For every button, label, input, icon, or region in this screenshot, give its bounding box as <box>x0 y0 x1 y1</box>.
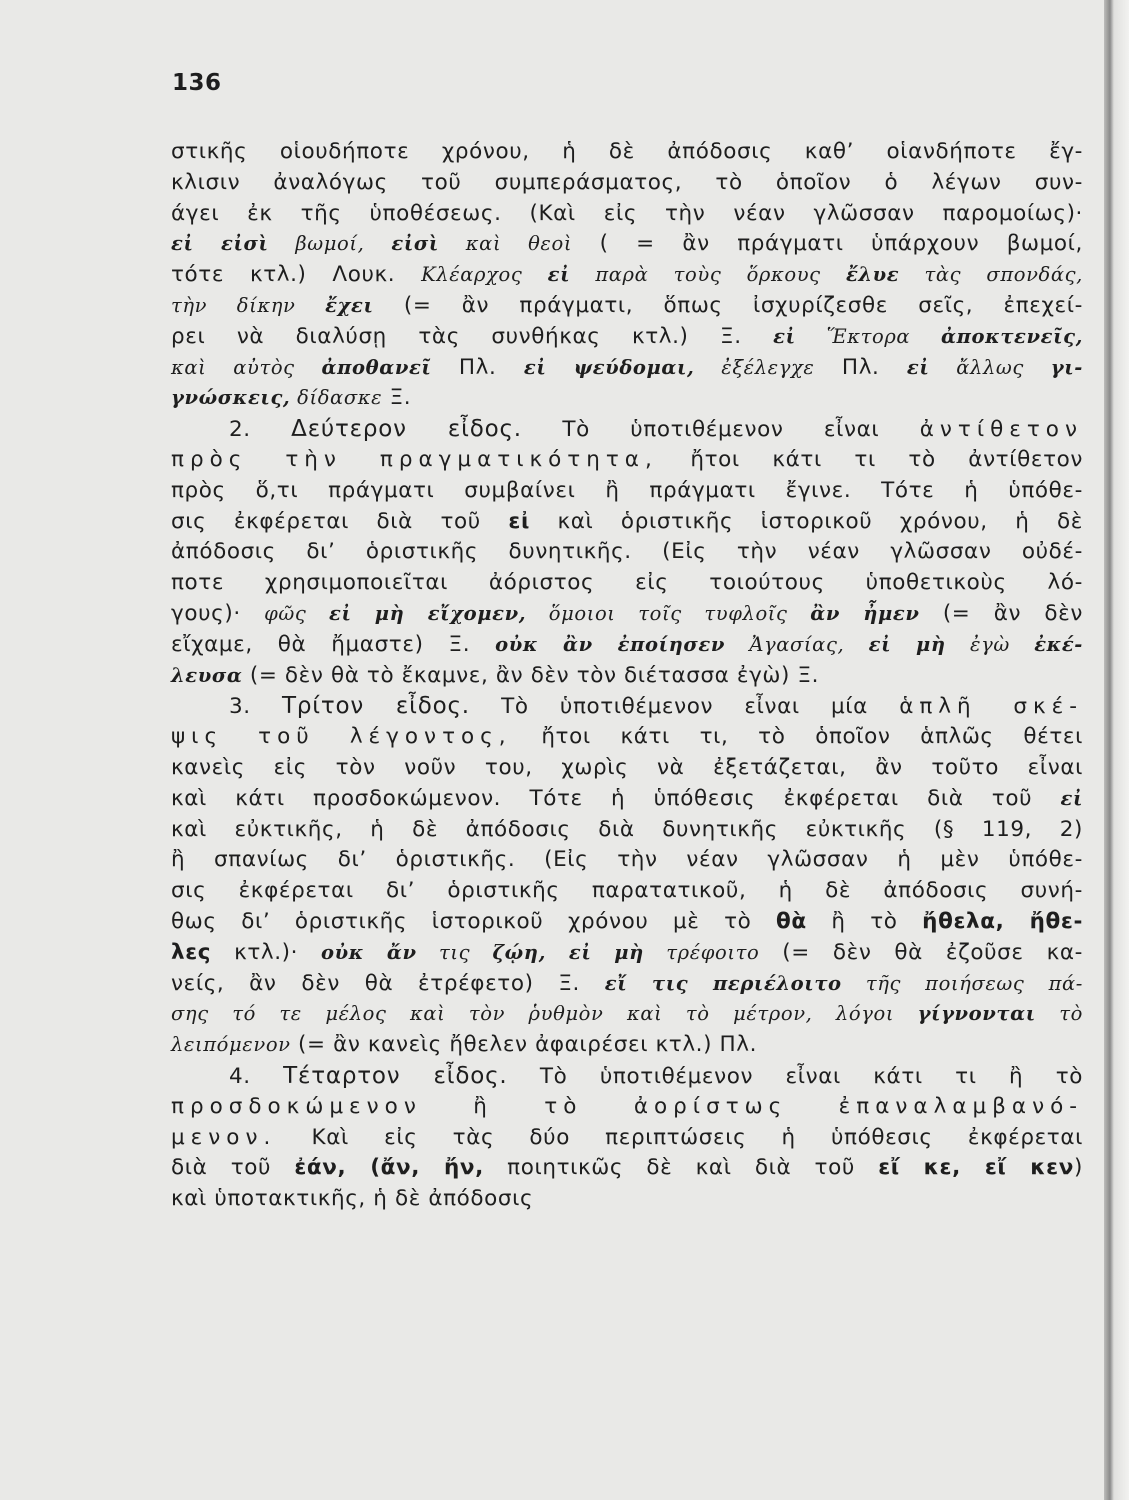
text-line <box>171 476 1083 507</box>
text-line <box>171 1184 1083 1215</box>
text-run: 3. <box>229 694 282 720</box>
text-run: παρὰ τοὺς ὅρκους <box>570 263 846 287</box>
text-line <box>171 383 1083 414</box>
text-run: Τὸ ὑποτιθέμενον εἶναι κάτι τι ἢ τὸ <box>507 1063 1083 1089</box>
text-run: διὰ τοῦ <box>171 1155 295 1181</box>
text-run: Δεύτερον εἶδος. <box>291 416 522 443</box>
text-run: γους)· <box>171 600 265 626</box>
text-run: εἰ ψεύδομαι, <box>523 355 695 379</box>
text-line <box>171 1092 1083 1123</box>
text-run: ἐγὼ <box>945 632 1035 656</box>
text-run: ἀπόδοσις δι’ ὁριστικῆς δυνητικῆς. (Εἰς τὴν νέαν γλῶσσαν οὐδέ- <box>171 539 1083 565</box>
text-run: γνώσκεις, <box>171 386 291 410</box>
text-run: εἰ μὴ εἴχομεν, <box>329 601 527 625</box>
text-run: Κλέαρχος <box>421 263 548 287</box>
text-run: τῆς ποιήσεως πά- <box>841 971 1083 995</box>
text-line <box>171 753 1083 784</box>
text-line <box>171 722 1083 753</box>
text-line <box>171 815 1083 846</box>
text-run: εἰ <box>773 324 796 348</box>
text-run: ἀντίθετον <box>919 417 1083 443</box>
text-run: ἐξέλεγχε <box>694 355 815 379</box>
text-line <box>171 414 1083 445</box>
text-line <box>171 322 1083 353</box>
text-run: ) <box>1074 1155 1083 1181</box>
text-run: νείς, ἂν δὲν θὰ ἐτρέφετο) Ξ. <box>171 970 605 996</box>
text-run: ρει νὰ διαλύσῃ τὰς συνθήκας κτλ.) Ξ. <box>171 323 774 349</box>
text-line <box>171 291 1083 322</box>
text-run: εἰ <box>508 508 530 534</box>
text-run: 2. <box>229 417 292 443</box>
text-run: ἤτοι κάτι τι τὸ ἀντίθετον <box>657 446 1083 472</box>
text-run: θως δι’ ὁριστικῆς ἱστορικοῦ χρόνου μὲ τὸ <box>171 908 777 934</box>
text-line <box>171 630 1083 661</box>
text-run: ἁπλῆ σκέ- <box>899 694 1083 720</box>
text-run: ζῴη, εἰ μὴ <box>492 940 644 964</box>
text-run: Πλ. <box>814 354 907 380</box>
text-run: καὶ θεοὶ <box>438 232 573 256</box>
text-run: ἤτοι κάτι τι, τὸ ὁποῖον ἁπλῶς θέτει <box>511 724 1083 750</box>
text-line <box>171 1030 1083 1061</box>
text-line <box>171 537 1083 568</box>
text-run: σις ἐκφέρεται δι’ ὁριστικῆς παρατατικοῦ, ἡ δὲ ἀπόδοσις συνή- <box>171 878 1083 904</box>
text-run: λες <box>171 939 212 965</box>
text-run: ( = ἂν πράγματι ὑπάρχουν βωμοί, <box>572 231 1083 257</box>
text-run: εἰ εἰσὶ <box>171 232 269 256</box>
text-run: δίδασκε <box>290 386 383 410</box>
text-line <box>171 691 1083 722</box>
text-line <box>171 137 1083 168</box>
text-run: καὶ εὐκτικῆς, ἡ δὲ ἀπόδοσις διὰ δυνητικῆς εὐκτικῆς (§ 119, 2) <box>171 816 1083 842</box>
text-run: γι- <box>1050 355 1083 379</box>
text-run: ἢ τὸ <box>806 908 923 934</box>
body-text <box>171 137 1083 1215</box>
text-run: στικῆς οἱουδήποτε χρόνου, ἡ δὲ ἀπόδοσις καθ’ οἱανδήποτε ἔγ- <box>171 139 1083 164</box>
text-line <box>171 938 1083 969</box>
text-run: σις ἐκφέρεται διὰ τοῦ <box>171 508 509 534</box>
text-run: τρέφοιτο <box>643 940 760 964</box>
text-line <box>171 199 1083 230</box>
text-run: Ἀγασίας, <box>724 632 869 656</box>
text-run: Τὸ ὑποτιθέμενον εἶναι <box>521 417 920 443</box>
text-run: τὸ <box>1035 1002 1083 1026</box>
text-run: καὶ ὑποτακτικῆς, ἡ δὲ ἀπόδοσις <box>171 1186 534 1212</box>
text-line <box>171 353 1083 384</box>
text-run: (= ἂν δὲν <box>919 600 1084 626</box>
text-run: τις <box>416 940 493 964</box>
text-run: ὅμοιοι τοῖς τυφλοῖς <box>526 601 811 625</box>
text-run: λειπόμενον <box>171 1033 291 1057</box>
text-run: λευσα <box>171 663 243 687</box>
text-run: Ξ. <box>382 385 412 411</box>
text-line <box>171 1123 1083 1154</box>
text-line <box>171 876 1083 907</box>
text-run: (= δὲν θὰ τὸ ἔκαμνε, ἂν δὲν τὸν διέτασσα ἐγὼ) Ξ. <box>242 662 820 688</box>
text-run: βωμοί, <box>268 232 392 256</box>
text-run: ἄλλως <box>929 355 1051 379</box>
text-run: Τέταρτον εἶδος. <box>283 1062 508 1089</box>
text-run: εἴχαμε, θὰ ἤμαστε) Ξ. <box>171 631 496 657</box>
text-line <box>171 1153 1083 1184</box>
text-run: οὐκ ἂν ἐποίησεν <box>495 632 725 656</box>
text-run: ἀποθανεῖ <box>321 355 432 379</box>
text-run: (= ἂν κανεὶς ἤθελεν ἀφαιρέσει κτλ.) Πλ. <box>290 1032 758 1058</box>
text-run: ἢ σπανίως δι’ ὁριστικῆς. (Εἰς τὴν νέαν γλῶσσαν ἡ μὲν ὑπόθε- <box>171 847 1083 873</box>
text-run: (= ἂν πράγματι, ὅπως ἰσχυρίζεσθε σεῖς, ἐπεχεί- <box>373 292 1083 318</box>
text-run: καὶ ὁριστικῆς ἱστορικοῦ χρόνου, ἡ δὲ <box>529 508 1083 534</box>
text-run: Ἕκτορα <box>795 324 942 348</box>
text-run: κτλ.)· <box>211 939 322 965</box>
text-line <box>171 784 1083 815</box>
text-line <box>171 507 1083 538</box>
text-run: ἔχει <box>325 293 374 317</box>
text-run: μενον. <box>171 1124 277 1150</box>
text-run: εἰ <box>906 355 930 379</box>
text-run: τότε κτλ.) Λουκ. <box>171 262 422 288</box>
text-run: (= δὲν θὰ ἐζοῦσε κα- <box>759 939 1083 965</box>
text-run: οὐκ ἄν <box>321 940 417 964</box>
text-run: πρὸς ὅ,τι πράγματι συμβαίνει ἢ πράγματι ἔγινε. Τότε ἡ ὑπόθε- <box>171 477 1083 503</box>
text-run: εἰ <box>1060 786 1083 810</box>
text-run: ἐκέ- <box>1034 632 1084 656</box>
text-line <box>171 907 1083 938</box>
page-number: 136 <box>172 70 222 96</box>
text-run: κλισιν ἀναλόγως τοῦ συμπεράσματος, τὸ ὁποῖον ὁ λέγων συν- <box>171 169 1083 195</box>
text-line <box>171 999 1083 1030</box>
text-run: εἴ κε, εἴ κεν <box>878 1155 1074 1181</box>
text-run: κανεὶς εἰς τὸν νοῦν του, χωρὶς νὰ ἐξετάζεται, ἂν τοῦτο εἶναι <box>171 754 1083 780</box>
text-line <box>171 969 1083 1000</box>
text-run: τὰς σπονδάς, <box>899 263 1083 287</box>
text-line <box>171 599 1083 630</box>
text-run: καὶ κάτι προσδοκώμενον. Τότε ἡ ὑπόθεσις ἐκφέρεται διὰ τοῦ <box>171 785 1061 811</box>
text-line <box>171 445 1083 476</box>
text-run: καὶ αὐτὸς <box>171 355 322 379</box>
text-run: τὴν δίκην <box>171 293 326 317</box>
text-line <box>171 1061 1083 1092</box>
page-edge <box>1104 0 1129 1500</box>
text-line <box>171 229 1083 260</box>
text-run: ἤθελα, ἤθε- <box>922 908 1083 934</box>
text-run: ψις τοῦ λέγοντος, <box>171 724 512 750</box>
text-run: ἔλυε <box>845 263 900 287</box>
text-run: Τὸ ὑποτιθέμενον εἶναι μία <box>469 694 900 720</box>
text-run: Καὶ εἰς τὰς δύο περιπτώσεις ἡ ὑπόθεσις ἐκφέρεται <box>276 1124 1083 1150</box>
text-run: προσδοκώμενον ἢ τὸ ἀορίστως ἐπαναλαμβανό- <box>171 1093 1083 1119</box>
text-run: ἀποκτενεῖς, <box>941 324 1083 348</box>
text-run: εἴ τις περιέλοιτο <box>604 971 842 995</box>
text-line <box>171 168 1083 199</box>
text-run: εἰ <box>547 263 571 287</box>
text-run: ἂν ἦμεν <box>810 601 920 625</box>
text-run: ἐάν, (ἄν, ἤν, <box>294 1155 484 1181</box>
text-run: σης τό τε μέλος καὶ τὸν ῥυθμὸν καὶ τὸ μέτρον, λόγοι <box>171 1002 918 1026</box>
text-run: εἰσὶ <box>391 232 439 256</box>
text-run: εἰ μὴ <box>868 632 946 656</box>
text-run: θὰ <box>776 908 807 934</box>
text-run: φῶς <box>264 601 330 625</box>
text-line <box>171 661 1083 692</box>
text-run: Πλ. <box>431 354 524 380</box>
text-run: πρὸς τὴν πραγματικότητα, <box>171 446 658 472</box>
text-run: άγει ἐκ τῆς ὑποθέσεως. (Καὶ εἰς τὴν νέαν γλῶσσαν παρομοίως)· <box>171 200 1083 226</box>
text-line <box>171 260 1083 291</box>
text-run: ποιητικῶς δὲ καὶ διὰ τοῦ <box>483 1155 879 1181</box>
text-run: ποτε χρησιμοποιεῖται ἀόριστος εἰς τοιούτους ὑποθετικοὺς λό- <box>171 570 1083 596</box>
text-line <box>171 845 1083 876</box>
text-line <box>171 568 1083 599</box>
text-run: Τρίτον εἶδος. <box>281 693 470 720</box>
text-run: γίγνονται <box>917 1002 1036 1026</box>
text-run: 4. <box>229 1063 284 1089</box>
